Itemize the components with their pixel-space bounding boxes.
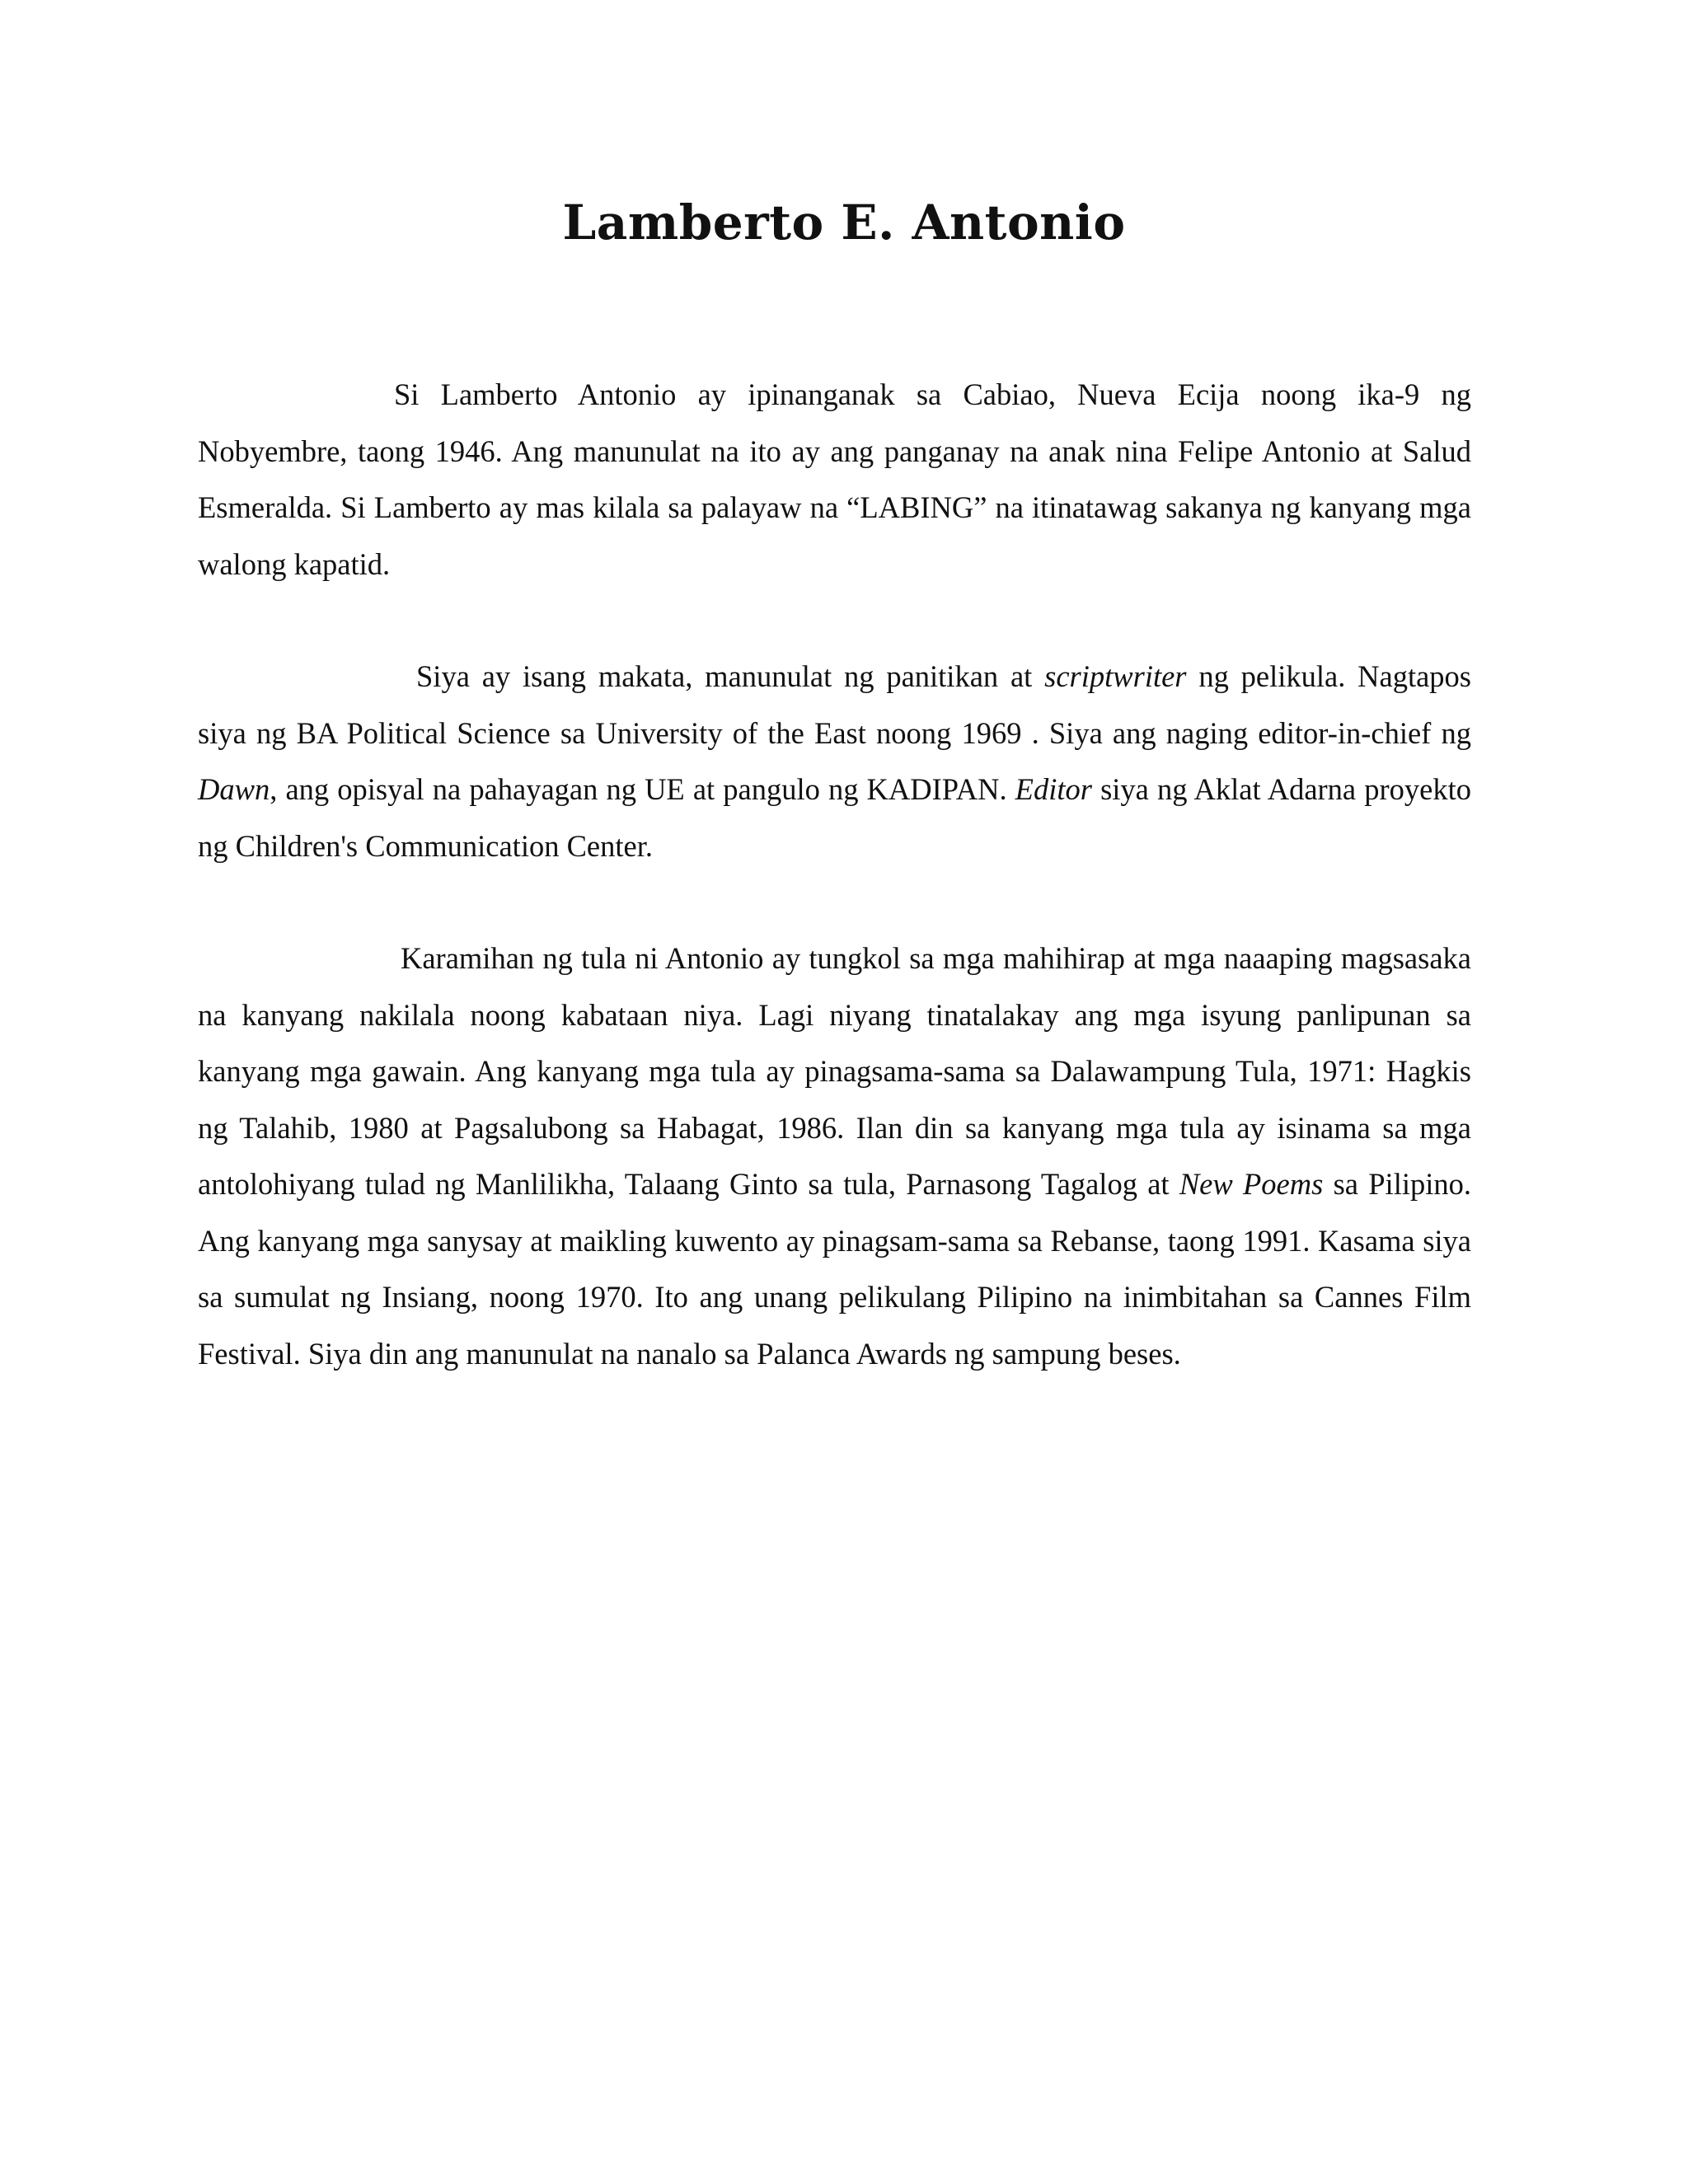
paragraph-text: siya ng Aklat Adarna proyekto ng Children's Communication Center.: [198, 772, 1471, 863]
paragraph-text: , ang opisyal na pahayagan ng UE at pangulo ng KADIPAN.: [270, 772, 1015, 806]
italic-term: Editor: [1015, 772, 1092, 806]
italic-term: New Poems: [1179, 1167, 1324, 1201]
paragraph-text: sa Pilipino. Ang kanyang mga sanysay at maikling kuwento ay pinagsam-sama sa Rebanse, taong 1991. Kasama siya sa sumulat ng Insiang, noong 1970. Ito ang unang pelikulang Pilipino na inimbitahan sa Cannes Film Festival. Siya din ang manunulat na nanalo sa Palanca Awards ng sampung beses.: [198, 1167, 1471, 1371]
document-body: [198, 367, 1471, 1438]
paragraph-text: Si Lamberto Antonio ay ipinanganak sa Cabiao, Nueva Ecija noong ika-9 ng Nobyembre, taong 1946. Ang manunulat na ito ay ang panganay na anak nina Felipe Antonio at Salud Esmeralda. Si Lamberto ay mas kilala sa palayaw na “LABING” na itinatawag sakanya ng kanyang mga walong kapatid.: [198, 377, 1471, 581]
italic-term: Dawn: [198, 772, 270, 806]
paragraph-text: ng pelikula. Nagtapos siya ng BA Political Science sa University of the East noong 1969 . Siya ang naging editor-in-chief ng: [198, 659, 1471, 750]
paragraph-birth: [198, 367, 1471, 593]
page-title: Lamberto E. Antonio: [562, 194, 1126, 251]
paragraph-works: [198, 930, 1471, 1382]
paragraph-text: Siya ay isang makata, manunulat ng panitikan at: [416, 659, 1045, 693]
paragraph-text: Karamihan ng tula ni Antonio ay tungkol sa mga mahihirap at mga naaaping magsasaka na kanyang nakilala noong kabataan niya. Lagi niyang tinatalakay ang mga isyung panlipunan sa kanyang mga gawain. Ang kanyang mga tula ay pinagsama-sama sa Dalawampung Tula, 1971: Hagkis ng Talahib, 1980 at Pagsalubong sa Habagat, 1986. Ilan din sa kanyang mga tula ay isinama sa mga antolohiyang tulad ng Manlilikha, Talaang Ginto sa tula, Parnasong Tagalog at: [198, 941, 1471, 1201]
paragraph-career: [198, 649, 1471, 874]
italic-term: scriptwriter: [1044, 659, 1187, 693]
